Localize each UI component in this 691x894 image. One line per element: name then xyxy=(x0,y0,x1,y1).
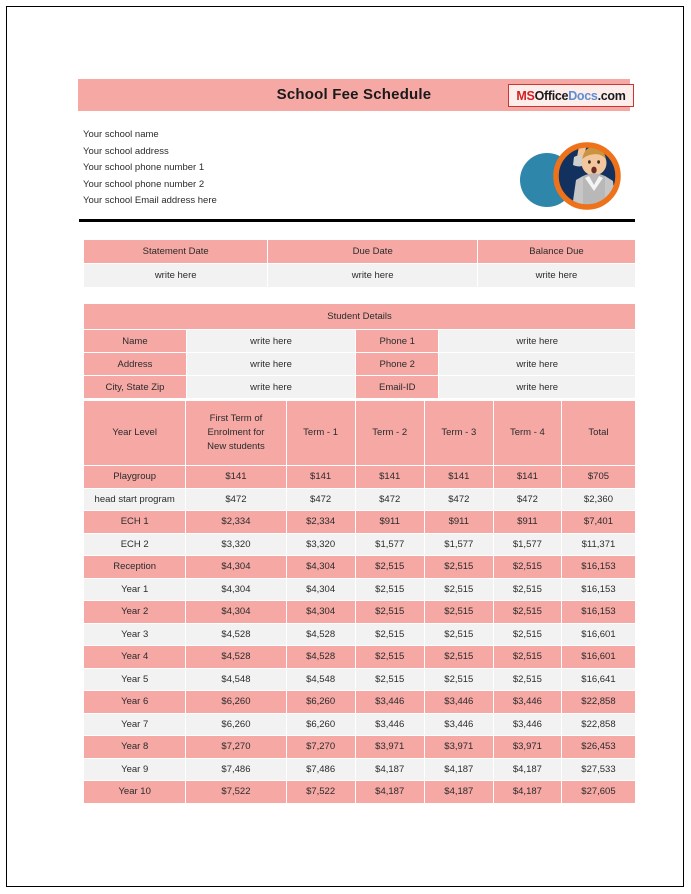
fee-table-row xyxy=(84,646,635,668)
fee-cell-term-2: $141 xyxy=(356,466,424,488)
logo-text-ms: MS xyxy=(516,88,535,103)
page-title: School Fee Schedule xyxy=(276,86,432,103)
statement-header-due-date: Due Date xyxy=(268,240,477,263)
fee-cell-term-2: $3,446 xyxy=(356,714,424,736)
fee-cell-term-1: $2,334 xyxy=(287,511,355,533)
header-divider xyxy=(79,219,635,222)
fee-cell-total: $27,605 xyxy=(562,781,635,803)
fee-header-term-3 xyxy=(425,401,493,465)
fee-cell-first-term: $7,270 xyxy=(186,736,285,758)
fee-cell-first-term: $4,528 xyxy=(186,624,285,646)
fee-cell-term-2: $3,446 xyxy=(356,691,424,713)
statement-value-balance-due[interactable]: write here xyxy=(478,264,635,287)
fee-cell-term-3: $3,971 xyxy=(425,736,493,758)
fee-cell-term-2: $4,187 xyxy=(356,781,424,803)
fee-cell-level: Reception xyxy=(84,556,185,578)
fee-cell-first-term: $472 xyxy=(186,489,285,511)
fee-cell-first-term: $3,320 xyxy=(186,534,285,556)
fee-cell-level: Year 6 xyxy=(84,691,185,713)
fee-header-line: Term - 3 xyxy=(441,427,477,438)
fee-cell-total: $26,453 xyxy=(562,736,635,758)
student-details-title: Student Details xyxy=(84,304,635,329)
fee-header-line: Enrolment for xyxy=(207,427,265,438)
fee-cell-term-2: $911 xyxy=(356,511,424,533)
student-details-row xyxy=(84,353,635,375)
fee-cell-first-term: $6,260 xyxy=(186,714,285,736)
fee-header-line: First Term of xyxy=(209,413,263,424)
fee-cell-level: Playgroup xyxy=(84,466,185,488)
fee-cell-term-3: $3,446 xyxy=(425,714,493,736)
fee-header-total xyxy=(562,401,635,465)
fee-cell-first-term: $7,486 xyxy=(186,759,285,781)
document-page xyxy=(6,6,684,887)
statement-summary-table xyxy=(83,239,636,288)
fee-cell-level: ECH 2 xyxy=(84,534,185,556)
fee-header-line: Term - 1 xyxy=(303,427,339,438)
fee-cell-term-3: $4,187 xyxy=(425,759,493,781)
fee-cell-total: $16,601 xyxy=(562,646,635,668)
fee-cell-total: $16,641 xyxy=(562,669,635,691)
fee-cell-term-1: $4,548 xyxy=(287,669,355,691)
student-label-phone-1: Phone 1 xyxy=(356,330,438,352)
fee-cell-level: Year 2 xyxy=(84,601,185,623)
fee-cell-level: Year 5 xyxy=(84,669,185,691)
fee-cell-term-3: $4,187 xyxy=(425,781,493,803)
logo-text-com: .com xyxy=(597,88,626,103)
fee-cell-term-3: $141 xyxy=(425,466,493,488)
student-details-row xyxy=(84,330,635,352)
fee-cell-first-term: $4,304 xyxy=(186,556,285,578)
fee-table-row xyxy=(84,624,635,646)
fee-cell-term-2: $2,515 xyxy=(356,579,424,601)
fee-table-row xyxy=(84,714,635,736)
fee-cell-total: $22,858 xyxy=(562,691,635,713)
statement-value-row xyxy=(84,264,635,287)
fee-cell-term-4: $472 xyxy=(494,489,561,511)
fee-cell-term-4: $2,515 xyxy=(494,646,561,668)
fee-cell-term-4: $4,187 xyxy=(494,781,561,803)
fee-cell-term-3: $3,446 xyxy=(425,691,493,713)
student-label-city-state-zip: City, State Zip xyxy=(84,376,186,398)
fee-cell-total: $11,371 xyxy=(562,534,635,556)
fee-cell-term-1: $6,260 xyxy=(287,691,355,713)
fee-header-line: Term - 4 xyxy=(509,427,545,438)
fee-cell-term-2: $472 xyxy=(356,489,424,511)
student-label-address: Address xyxy=(84,353,186,375)
fee-cell-level: ECH 1 xyxy=(84,511,185,533)
school-info-line-1: Your school name xyxy=(83,129,159,140)
student-label-phone-2: Phone 2 xyxy=(356,353,438,375)
fee-cell-total: $22,858 xyxy=(562,714,635,736)
fee-cell-term-4: $3,446 xyxy=(494,691,561,713)
fee-cell-total: $27,533 xyxy=(562,759,635,781)
fee-cell-term-1: $472 xyxy=(287,489,355,511)
fee-header-line: Total xyxy=(588,427,609,438)
fee-cell-term-4: $3,446 xyxy=(494,714,561,736)
fee-header-term-2 xyxy=(356,401,424,465)
student-details-table xyxy=(83,303,636,399)
fee-cell-first-term: $4,548 xyxy=(186,669,285,691)
school-info-line-3: Your school phone number 1 xyxy=(83,162,205,173)
fee-table-row xyxy=(84,669,635,691)
fee-cell-level: Year 8 xyxy=(84,736,185,758)
fee-cell-total: $16,153 xyxy=(562,601,635,623)
fee-cell-term-1: $7,270 xyxy=(287,736,355,758)
statement-header-statement-date: Statement Date xyxy=(84,240,267,263)
fee-cell-term-1: $4,304 xyxy=(287,601,355,623)
fee-cell-level: Year 10 xyxy=(84,781,185,803)
fee-table-row xyxy=(84,466,635,488)
student-details-title-row xyxy=(84,304,635,329)
fee-cell-term-1: $4,528 xyxy=(287,646,355,668)
fee-cell-term-1: $4,528 xyxy=(287,624,355,646)
school-info-block xyxy=(83,127,383,210)
fee-header-term-4 xyxy=(494,401,561,465)
statement-header-balance-due: Balance Due xyxy=(478,240,635,263)
fee-cell-term-1: $4,304 xyxy=(287,556,355,578)
student-value-address[interactable]: write here xyxy=(187,353,355,375)
fee-cell-term-1: $4,304 xyxy=(287,579,355,601)
fee-header-row xyxy=(84,401,635,465)
fee-cell-total: $2,360 xyxy=(562,489,635,511)
fee-cell-term-3: $2,515 xyxy=(425,579,493,601)
fee-cell-term-3: $2,515 xyxy=(425,601,493,623)
fee-cell-term-1: $7,486 xyxy=(287,759,355,781)
student-value-city-state-zip[interactable]: write here xyxy=(187,376,355,398)
fee-cell-level: Year 9 xyxy=(84,759,185,781)
student-value-email-id[interactable]: write here xyxy=(439,376,635,398)
fee-header-year-level xyxy=(84,401,185,465)
fee-header-line: Year Level xyxy=(112,427,157,438)
fee-cell-first-term: $6,260 xyxy=(186,691,285,713)
fee-cell-first-term: $2,334 xyxy=(186,511,285,533)
fee-cell-term-2: $2,515 xyxy=(356,624,424,646)
fee-cell-term-4: $2,515 xyxy=(494,624,561,646)
fee-cell-term-4: $3,971 xyxy=(494,736,561,758)
logo-text-office: Office xyxy=(534,88,569,103)
fee-cell-term-4: $1,577 xyxy=(494,534,561,556)
fee-schedule-table xyxy=(83,400,636,804)
fee-table-row xyxy=(84,556,635,578)
fee-cell-term-3: $472 xyxy=(425,489,493,511)
fee-header-line: New students xyxy=(207,441,265,452)
school-info-line-4: Your school phone number 2 xyxy=(83,178,205,190)
fee-header-first-term xyxy=(186,401,285,465)
fee-cell-term-3: $911 xyxy=(425,511,493,533)
student-photo-svg xyxy=(499,135,639,215)
fee-cell-level: Year 4 xyxy=(84,646,185,668)
fee-cell-total: $705 xyxy=(562,466,635,488)
fee-cell-term-4: $2,515 xyxy=(494,556,561,578)
fee-cell-level: head start program xyxy=(84,489,185,511)
fee-cell-term-1: $141 xyxy=(287,466,355,488)
fee-cell-first-term: $4,304 xyxy=(186,579,285,601)
fee-cell-first-term: $7,522 xyxy=(186,781,285,803)
student-label-name: Name xyxy=(84,330,186,352)
fee-cell-term-3: $2,515 xyxy=(425,669,493,691)
fee-cell-level: Year 1 xyxy=(84,579,185,601)
fee-cell-term-2: $2,515 xyxy=(356,669,424,691)
fee-table-row xyxy=(84,691,635,713)
fee-table-row xyxy=(84,489,635,511)
fee-cell-term-2: $2,515 xyxy=(356,556,424,578)
fee-cell-level: Year 7 xyxy=(84,714,185,736)
fee-cell-term-2: $2,515 xyxy=(356,646,424,668)
fee-header-term-1 xyxy=(287,401,355,465)
fee-cell-total: $7,401 xyxy=(562,511,635,533)
student-label-email-id: Email-ID xyxy=(356,376,438,398)
fee-cell-total: $16,601 xyxy=(562,624,635,646)
fee-cell-term-2: $1,577 xyxy=(356,534,424,556)
school-info-line-5: Your school Email address here xyxy=(83,195,217,206)
student-value-phone-2[interactable]: write here xyxy=(439,353,635,375)
fee-table-row xyxy=(84,534,635,556)
fee-cell-term-4: $911 xyxy=(494,511,561,533)
fee-table-row xyxy=(84,759,635,781)
fee-cell-first-term: $4,528 xyxy=(186,646,285,668)
fee-table-row xyxy=(84,601,635,623)
student-details-row xyxy=(84,376,635,398)
fee-cell-term-4: $4,187 xyxy=(494,759,561,781)
school-info-line-2: Your school address xyxy=(83,145,169,157)
fee-cell-term-4: $2,515 xyxy=(494,579,561,601)
fee-cell-term-3: $2,515 xyxy=(425,646,493,668)
statement-value-statement-date[interactable]: write here xyxy=(84,264,267,287)
msofficedocs-logo xyxy=(508,84,634,107)
fee-table-row xyxy=(84,579,635,601)
statement-value-due-date[interactable]: write here xyxy=(268,264,477,287)
fee-cell-term-1: $3,320 xyxy=(287,534,355,556)
fee-cell-term-4: $141 xyxy=(494,466,561,488)
logo-text-docs: Docs xyxy=(568,88,598,103)
student-value-name[interactable]: write here xyxy=(187,330,355,352)
fee-cell-term-2: $2,515 xyxy=(356,601,424,623)
fee-cell-term-3: $2,515 xyxy=(425,624,493,646)
student-photo-graphic xyxy=(499,135,639,215)
fee-table-row xyxy=(84,781,635,803)
fee-cell-term-2: $4,187 xyxy=(356,759,424,781)
fee-table-row xyxy=(84,511,635,533)
fee-cell-level: Year 3 xyxy=(84,624,185,646)
fee-cell-first-term: $141 xyxy=(186,466,285,488)
fee-cell-term-4: $2,515 xyxy=(494,669,561,691)
fee-cell-term-3: $2,515 xyxy=(425,556,493,578)
fee-cell-total: $16,153 xyxy=(562,579,635,601)
statement-header-row xyxy=(84,240,635,263)
fee-cell-term-2: $3,971 xyxy=(356,736,424,758)
fee-cell-term-3: $1,577 xyxy=(425,534,493,556)
fee-cell-total: $16,153 xyxy=(562,556,635,578)
fee-cell-first-term: $4,304 xyxy=(186,601,285,623)
fee-cell-term-1: $6,260 xyxy=(287,714,355,736)
fee-cell-term-1: $7,522 xyxy=(287,781,355,803)
fee-table-row xyxy=(84,736,635,758)
fee-cell-term-4: $2,515 xyxy=(494,601,561,623)
fee-header-line: Term - 2 xyxy=(372,427,408,438)
student-value-phone-1[interactable]: write here xyxy=(439,330,635,352)
